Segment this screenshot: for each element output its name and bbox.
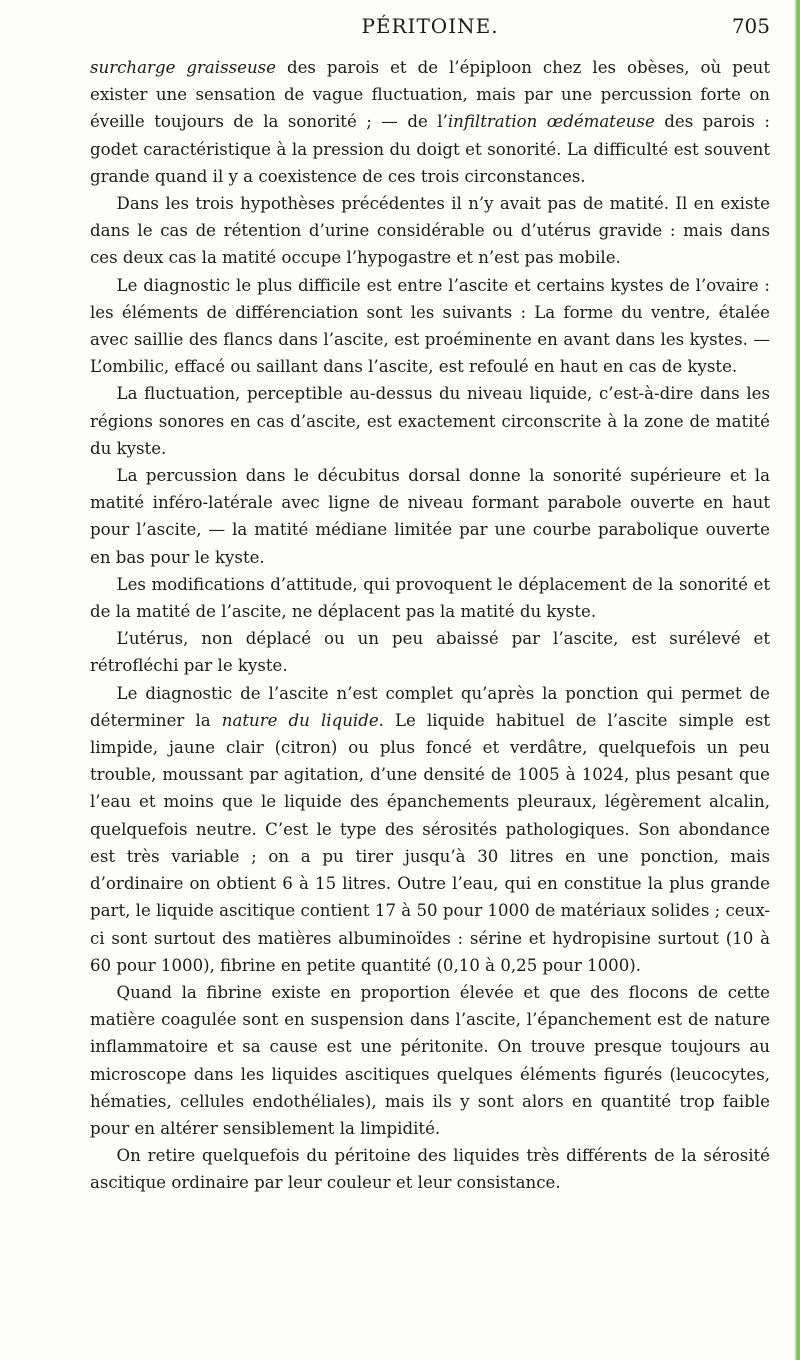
body-text: [90, 54, 770, 1197]
page-edge-decoration: [794, 0, 800, 1360]
paragraph: [90, 979, 770, 1142]
italic-term: nature du liquide: [221, 710, 379, 730]
paragraph: [90, 625, 770, 679]
italic-term: infiltration œdémateuse: [447, 112, 655, 132]
text-run: La percussion dans le décubitus dorsal donne la sonorité supérieure et la matité inféro-latérale avec ligne de niveau formant parabole ouverte en haut pour l’ascite, — la matité médiane limitée par une courbe parabolique ouverte en bas pour le kyste.: [90, 466, 770, 567]
text-run: Quand la fibrine existe en proportion élevée et que des flocons de cette matière coagulée sont en suspension dans l’ascite, l’épanchement est de nature inflammatoire et sa cause est une péritonite. On trouve presque toujours au microscope dans les liquides ascitiques quelques éléments figurés (leucocytes, hématies, cellules endothéliales), mais ils y sont alors en quantité trop faible pour en altérer sensiblement la limpidité.: [90, 982, 770, 1138]
paragraph: [90, 54, 770, 190]
text-run: Dans les trois hypothèses précédentes il n’y avait pas de matité. Il en existe dans le cas de rétention d’urine considérable ou d’utérus gravide : mais dans ces deux cas la matité occupe l’hypogastre et n’est pas mobile.: [90, 194, 770, 268]
text-run: L’utérus, non déplacé ou un peu abaissé par l’ascite, est surélevé et rétrofléchi par le kyste.: [90, 629, 770, 676]
text-run: Le diagnostic de l’ascite n’est complet qu’après la ponction qui permet de déterminer la: [90, 683, 770, 730]
paragraph: [90, 462, 770, 571]
page-number: 705: [731, 14, 770, 38]
text-run: On retire quelquefois du péritoine des liquides très différents de la sérosité ascitique ordinaire par leur couleur et leur consistance.: [90, 1146, 770, 1193]
italic-term: surcharge graisseuse: [90, 58, 276, 77]
text-run: La fluctuation, perceptible au-dessus du niveau liquide, c’est-à-dire dans les régions sonores en cas d’ascite, est exactement circonscrite à la zone de matité du kyste.: [90, 384, 770, 458]
text-run: des parois et de l’épiploon chez les obèses, où peut exister une sensation de vague fluctuation, mais par une percussion forte on éveille toujours de la sonorité ; — de l’: [90, 58, 770, 132]
paragraph: [90, 190, 770, 272]
text-run: des parois : godet caractéristique à la pression du doigt et sonorité. La difficulté est souvent grande quand il y a coexistence de ces trois circonstances.: [90, 112, 770, 186]
paragraph: [90, 571, 770, 625]
text-run: Le diagnostic le plus difficile est entre l’ascite et certains kystes de l’ovaire : les éléments de différenciation sont les suivants : La forme du ventre, étalée avec saillie des flancs dans l’ascite, est proéminente en avant dans les kystes. — L’ombilic, effacé ou saillant dans l’ascite, est refoulé en haut en cas de kyste.: [90, 275, 770, 377]
paragraph: [90, 1142, 770, 1196]
paragraph: [90, 272, 770, 381]
text-run: . Le liquide habituel de l’ascite simple est limpide, jaune clair (citron) ou plus foncé et verdâtre, quelquefois un peu trouble, moussant par agitation, d’une densité de 1005 à 1024, plus pesant que l’eau et moins que le liquide des épanchements pleuraux, légèrement alcalin, quelquefois neutre. C’est le type des sérosités pathologiques. Son abondance est très variable ; on a pu tirer jusqu’à 30 litres en une ponction, mais d’ordinaire on obtient 6 à 15 litres. Outre l’eau, qui en constitue la plus grande part, le liquide ascitique contient 17 à 50 pour 1000 de matériaux solides ; ceux-ci sont surtout des matières albuminoïdes : sérine et hydropisine surtout (10 à 60 pour 1000), fibrine en petite quantité (0,10 à 0,25 pour 1000).: [90, 710, 770, 975]
running-head: [90, 12, 770, 42]
paragraph: [90, 680, 770, 979]
running-title: PÉRITOINE.: [361, 14, 499, 38]
paragraph: [90, 380, 770, 462]
text-run: Les modifications d’attitude, qui provoquent le déplacement de la sonorité et de la matité de l’ascite, ne déplacent pas la matité du kyste.: [90, 574, 770, 622]
